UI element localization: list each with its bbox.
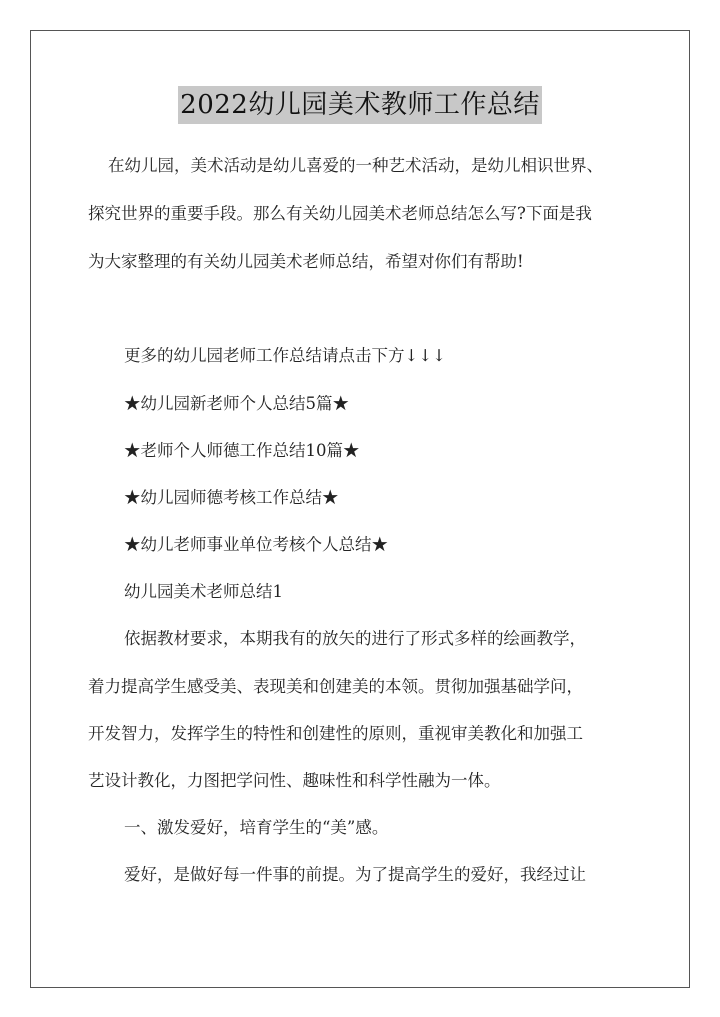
link-teacher-ethics-summary[interactable]: ★老师个人师德工作总结10篇★ (124, 441, 360, 460)
body-line-3: 开发智力，发挥学生的特性和创建性的原则，重视审美教化和加强工 (88, 724, 583, 743)
link-institution-assessment-summary[interactable]: ★幼儿老师事业单位考核个人总结★ (124, 535, 388, 554)
body-line-1: 依据教材要求，本期我有的放矢的进行了形式多样的绘画教学， (124, 629, 586, 648)
more-link-text: 更多的幼儿园老师工作总结请点击下方↓↓↓ (124, 346, 446, 365)
link-new-teacher-summary[interactable]: ★幼儿园新老师个人总结5篇★ (124, 394, 349, 413)
para-2-line: 爱好，是做好每一件事的前提。为了提高学生的爱好，我经过让 (124, 865, 586, 884)
document-title: 2022幼儿园美术教师工作总结 (178, 86, 542, 124)
intro-line-1: 在幼儿园，美术活动是幼儿喜爱的一种艺术活动，是幼儿相识世界、 (108, 156, 603, 175)
intro-line-3: 为大家整理的有关幼儿园美术老师总结，希望对你们有帮助! (88, 252, 524, 271)
title-wrap (0, 86, 720, 124)
intro-line-2: 探究世界的重要手段。那么有关幼儿园美术老师总结怎么写?下面是我 (88, 204, 592, 223)
link-ethics-assessment-summary[interactable]: ★幼儿园师德考核工作总结★ (124, 488, 339, 507)
body-line-4: 艺设计教化，力图把学问性、趣味性和科学性融为一体。 (88, 771, 501, 790)
heading-1: 一、激发爱好，培育学生的“美”感。 (124, 818, 389, 837)
section-title: 幼儿园美术老师总结1 (124, 582, 283, 601)
body-line-2: 着力提高学生感受美、表现美和创建美的本领。贯彻加强基础学问， (88, 677, 583, 696)
